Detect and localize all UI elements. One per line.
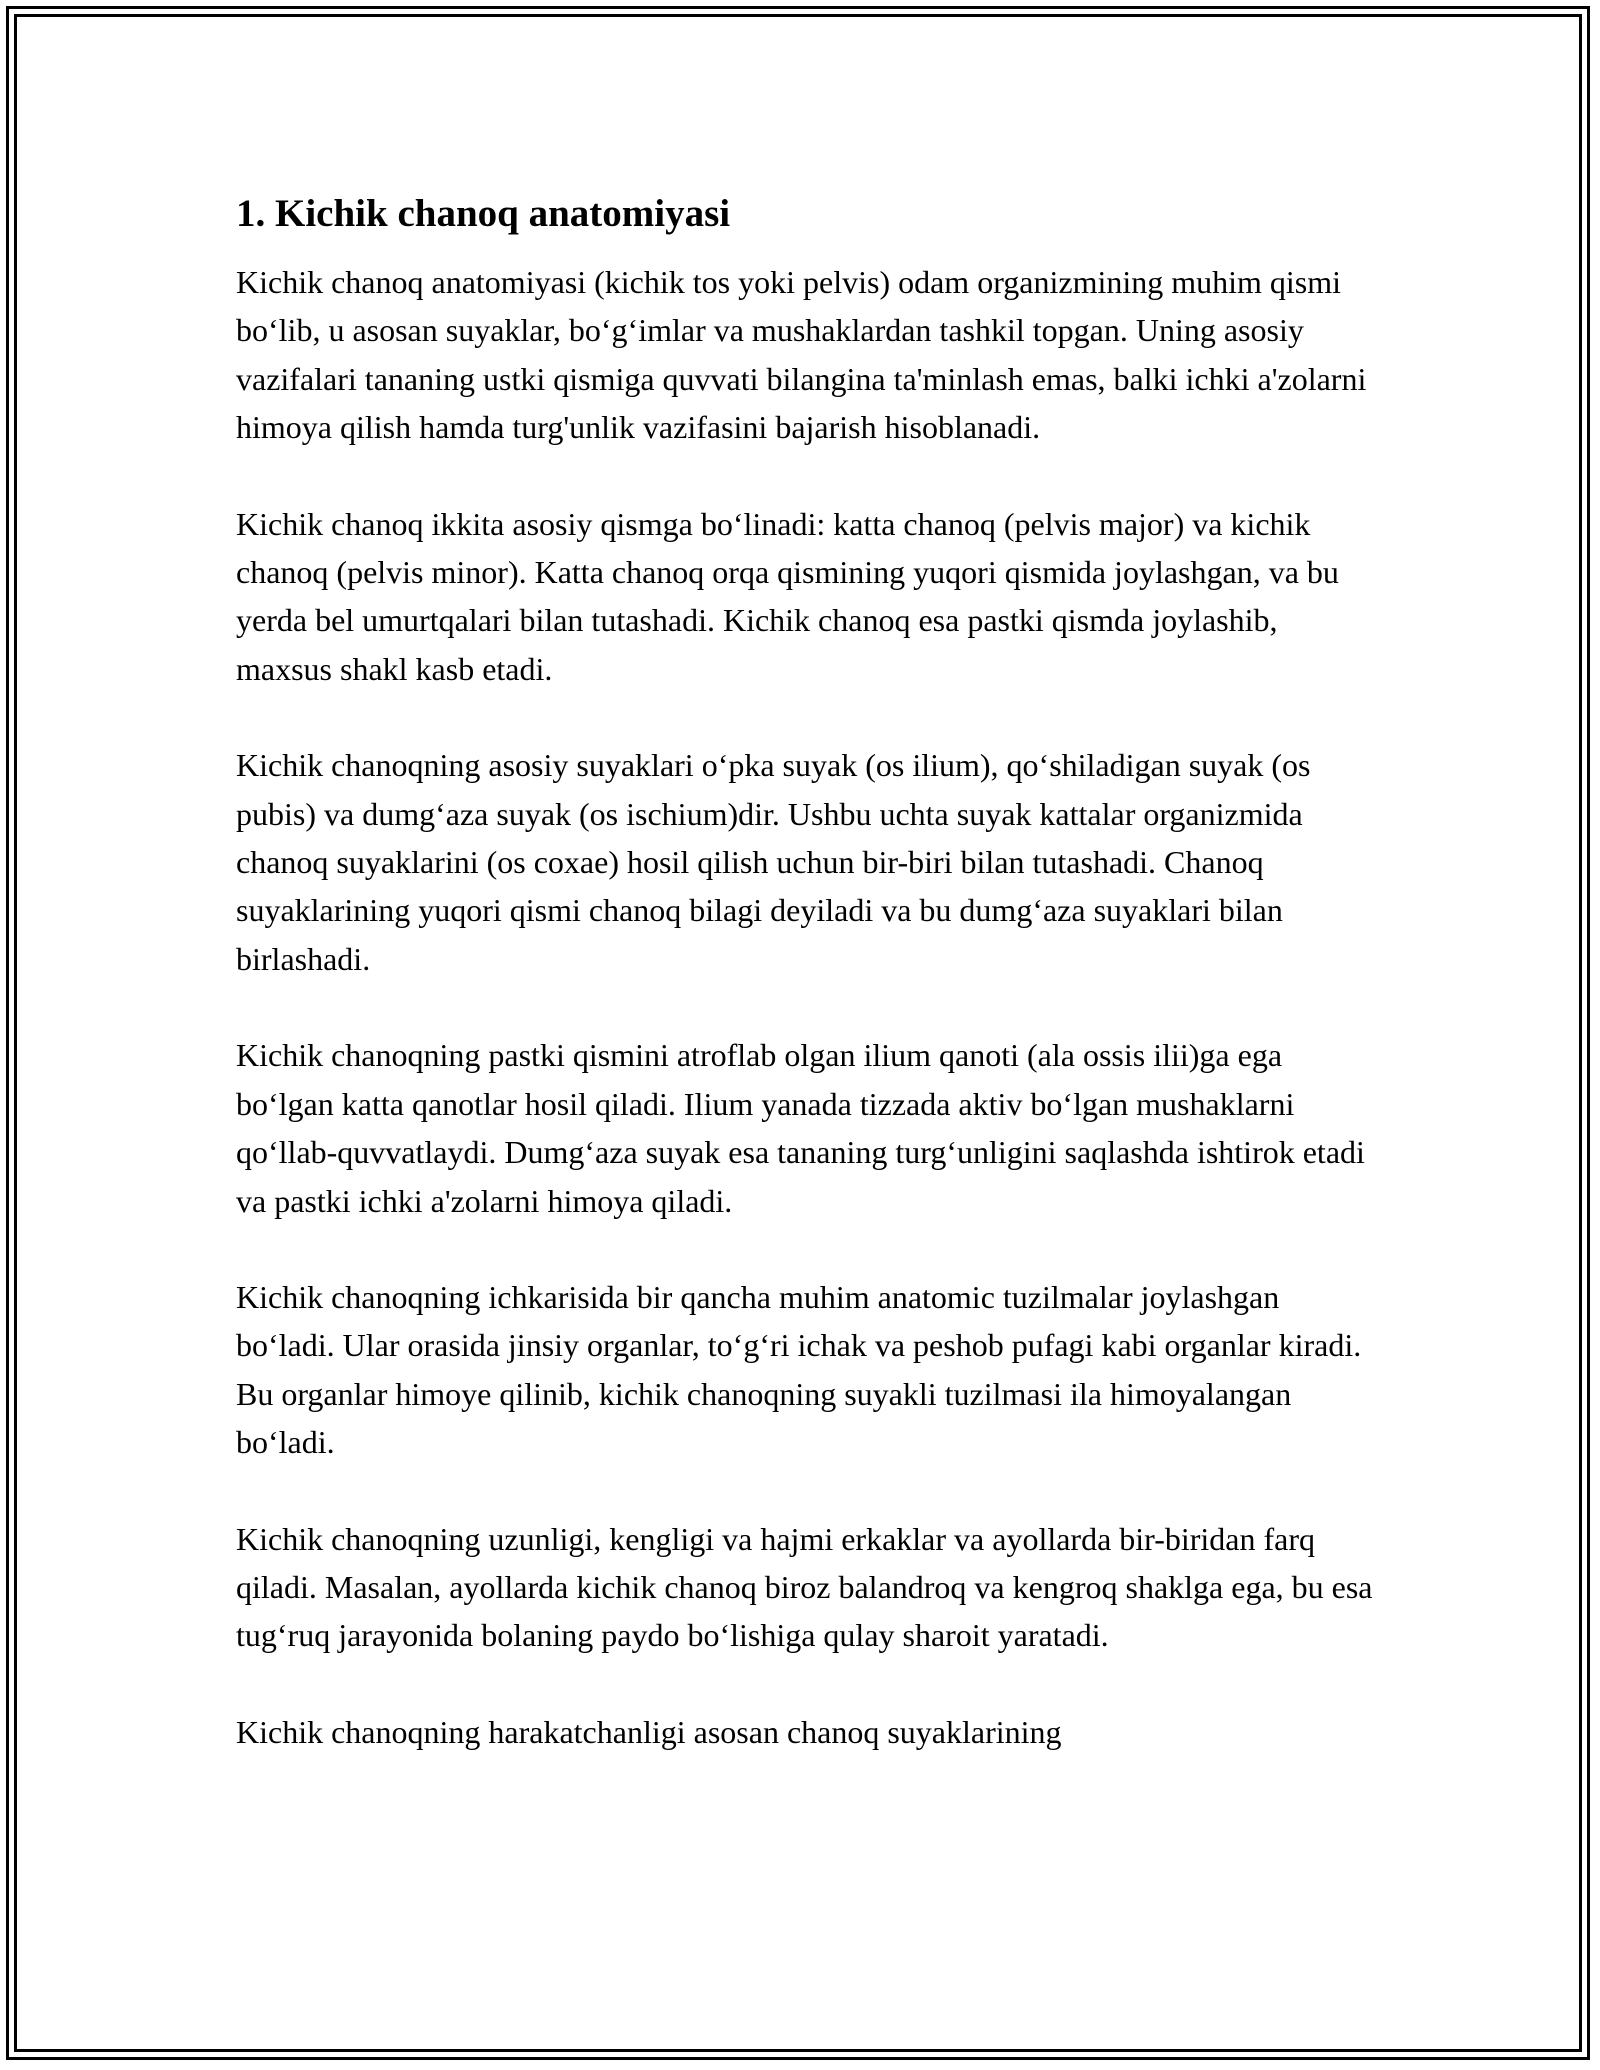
paragraph-1: Kichik chanoq anatomiyasi (kichik tos yoki pelvis) odam organizmining muhim qismi bo‘lib, u asosan suyaklar, bo‘g‘imlar va mushaklardan tashkil topgan. Uning asosiy vazifalari tananing ustki qismiga quvvati bilangina ta'minlash emas, balki ichki a'zolarni himoya qilish hamda turg'unlik vazifasini bajarish hisoblanadi. <box>236 264 1367 446</box>
paragraph-3: Kichik chanoqning asosiy suyaklari o‘pka suyak (os ilium), qo‘shiladigan suyak (os pubis) va dumg‘aza suyak (os ischium)dir. Ushbu uchta suyak kattalar organizmida chanoq suyaklarini (os coxae) hosil qilish uchun bir-biri bilan tutashadi. Chanoq suyaklarining yuqori qismi chanoq bilagi deyiladi va bu dumg‘aza suyaklari bilan birlashadi. <box>236 747 1311 977</box>
paragraph-5: Kichik chanoqning ichkarisida bir qancha muhim anatomic tuzilmalar joylashgan bo‘ladi. Ular orasida jinsiy organlar, to‘g‘ri ichak va peshob pufagi kabi organlar kiradi. Bu organlar himoye qilinib, kichik chanoqning suyakli tuzilmasi ila himoyalangan bo‘ladi. <box>236 1278 1362 1461</box>
paragraph-7: Kichik chanoqning harakatchanligi asosan chanoq suyaklarining <box>236 1713 1062 1750</box>
document-body <box>236 188 1376 1804</box>
page-title: 1. Kichik chanoq anatomiyasi <box>236 192 731 235</box>
paragraph-2: Kichik chanoq ikkita asosiy qismga bo‘linadi: katta chanoq (pelvis major) va kichik chanoq (pelvis minor). Katta chanoq orqa qismining yuqori qismida joylashgan, va bu yerda bel umurtqalari bilan tutashadi. Kichik chanoq esa pastki qismda joylashib, maxsus shakl kasb etadi. <box>236 505 1339 687</box>
paragraph-6: Kichik chanoqning uzunligi, kengligi va hajmi erkaklar va ayollarda bir-biridan farq qiladi. Masalan, ayollarda kichik chanoq biroz balandroq va kengroq shaklga ega, bu esa tug‘ruq jarayonida bolaning paydo bo‘lishiga qulay sharoit yaratadi. <box>236 1520 1373 1654</box>
paragraph-4: Kichik chanoqning pastki qismini atroflab olgan ilium qanoti (ala ossis ilii)ga ega bo‘lgan katta qanotlar hosil qiladi. Ilium yanada tizzada aktiv bo‘lgan mushaklarni qo‘llab-quvvatlaydi. Dumg‘aza suyak esa tananing turg‘unligini saqlashda ishtirok etadi va pastki ichki a'zolarni himoya qiladi. <box>236 1037 1365 1219</box>
